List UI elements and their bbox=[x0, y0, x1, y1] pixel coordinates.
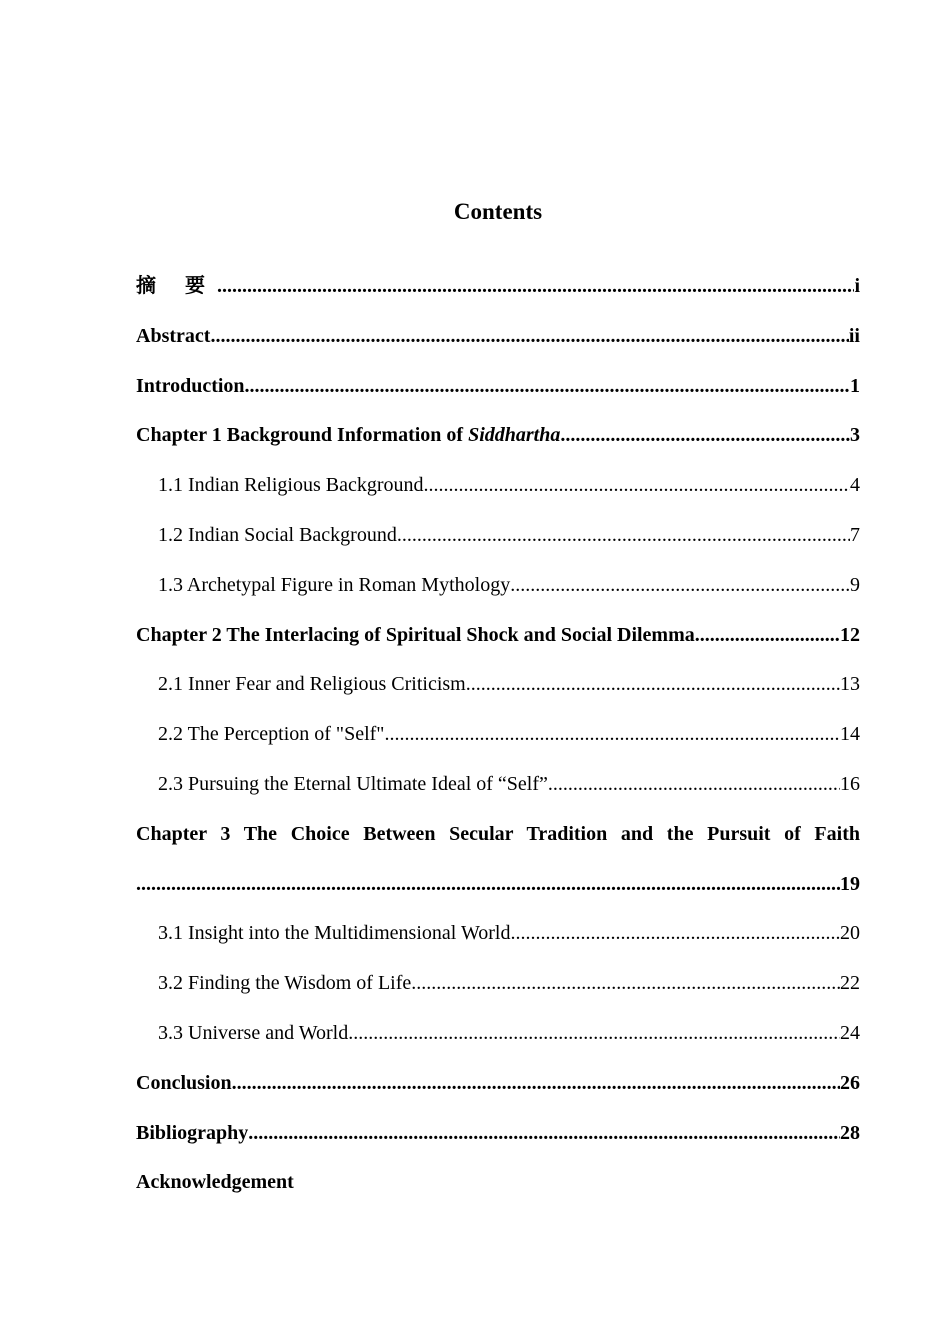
toc-entry-label: 2.2 The Perception of "Self" bbox=[158, 723, 385, 746]
toc-entry-label: 1.3 Archetypal Figure in Roman Mythology bbox=[158, 573, 511, 596]
toc-entry-abstract[interactable] bbox=[136, 319, 860, 369]
dot-leader bbox=[510, 916, 840, 950]
toc-entry-chapter-3[interactable] bbox=[136, 817, 860, 867]
toc-page-number: 26 bbox=[840, 1071, 860, 1094]
toc-entry-abstract-chinese[interactable] bbox=[136, 269, 860, 319]
dot-leader bbox=[210, 319, 848, 353]
toc-entry-section-2-2[interactable] bbox=[136, 717, 860, 767]
toc-entry-section-3-1[interactable] bbox=[136, 916, 860, 966]
toc-entry-label bbox=[136, 418, 560, 452]
dot-leader bbox=[248, 1116, 840, 1150]
toc-page-number: 3 bbox=[850, 424, 860, 447]
toc-entry-conclusion[interactable] bbox=[136, 1066, 860, 1116]
toc-entry-label-text: Chapter 1 Background Information of bbox=[136, 424, 469, 447]
toc-entry-label: 1.2 Indian Social Background bbox=[158, 523, 397, 546]
dot-leader bbox=[411, 966, 840, 1000]
dot-leader bbox=[695, 618, 840, 652]
dot-leader bbox=[397, 518, 850, 552]
toc-entry-chapter-3-continuation[interactable] bbox=[136, 867, 860, 917]
dot-leader bbox=[466, 667, 840, 701]
toc-page-number: 12 bbox=[840, 623, 860, 646]
toc-entry-label: Introduction bbox=[136, 374, 245, 397]
dot-leader bbox=[548, 767, 840, 801]
toc-entry-acknowledgement[interactable] bbox=[136, 1165, 860, 1215]
toc-entry-section-1-1[interactable] bbox=[136, 468, 860, 518]
toc-entry-label: 3.3 Universe and World bbox=[158, 1021, 349, 1044]
page-title: Contents bbox=[453, 199, 543, 224]
toc-page-number: 24 bbox=[840, 1021, 860, 1044]
toc-entry-label: 3.1 Insight into the Multidimensional World bbox=[158, 922, 511, 945]
toc-entry-chapter-2[interactable] bbox=[136, 618, 860, 668]
toc-page-number: 16 bbox=[840, 772, 860, 795]
toc-page-number: 28 bbox=[840, 1121, 860, 1144]
dot-leader bbox=[510, 568, 850, 602]
toc-page-number: 1 bbox=[850, 374, 860, 397]
toc-entry-label: Bibliography bbox=[136, 1121, 249, 1144]
toc-entry-label: Chapter 2 The Interlacing of Spiritual Shock and Social Dilemma bbox=[136, 623, 695, 646]
dot-leader bbox=[217, 269, 854, 303]
toc-entry-label: 3.2 Finding the Wisdom of Life bbox=[158, 972, 412, 995]
book-title-italic: Siddhartha bbox=[468, 424, 561, 447]
toc-entry-section-2-1[interactable] bbox=[136, 667, 860, 717]
toc-entry-label: 2.1 Inner Fear and Religious Criticism bbox=[158, 673, 466, 696]
dot-leader bbox=[136, 867, 840, 901]
toc-page-number: i bbox=[854, 275, 860, 297]
toc-entry-section-3-3[interactable] bbox=[136, 1016, 860, 1066]
dot-leader bbox=[560, 418, 850, 452]
toc-page-number: 7 bbox=[850, 523, 860, 546]
toc-entry-section-3-2[interactable] bbox=[136, 966, 860, 1016]
toc-entry-section-1-3[interactable] bbox=[136, 568, 860, 618]
toc-page-number: 19 bbox=[840, 872, 860, 895]
toc-page-number: 9 bbox=[850, 573, 860, 596]
toc-page-number: 13 bbox=[840, 673, 860, 696]
toc-entry-label: Acknowledgement bbox=[136, 1171, 294, 1194]
dot-leader bbox=[424, 468, 850, 502]
toc-entry-label: 摘 要 bbox=[136, 275, 217, 297]
toc-entry-label: 1.1 Indian Religious Background bbox=[158, 474, 424, 497]
toc-page-number: 4 bbox=[850, 474, 860, 497]
toc-entry-introduction[interactable] bbox=[136, 369, 860, 419]
toc-entry-label: Chapter 3 The Choice Between Secular Tradition and the Pursuit of Faith bbox=[136, 822, 860, 845]
toc-entry-bibliography[interactable] bbox=[136, 1116, 860, 1166]
toc-entry-chapter-1[interactable] bbox=[136, 418, 860, 468]
toc-page-number: 20 bbox=[840, 922, 860, 945]
dot-leader bbox=[384, 717, 840, 751]
table-of-contents bbox=[136, 269, 860, 1215]
toc-page-number: 22 bbox=[840, 972, 860, 995]
dot-leader bbox=[232, 1066, 840, 1100]
toc-entry-section-1-2[interactable] bbox=[136, 518, 860, 568]
toc-entry-label: 2.3 Pursuing the Eternal Ultimate Ideal of “Self” bbox=[158, 772, 548, 795]
toc-entry-label: Conclusion bbox=[136, 1071, 232, 1094]
toc-entry-section-2-3[interactable] bbox=[136, 767, 860, 817]
toc-entry-label: Abstract bbox=[136, 324, 211, 347]
toc-page-number: 14 bbox=[840, 723, 860, 746]
dot-leader bbox=[245, 369, 850, 403]
dot-leader bbox=[348, 1016, 840, 1050]
toc-page-number: ii bbox=[848, 324, 860, 347]
